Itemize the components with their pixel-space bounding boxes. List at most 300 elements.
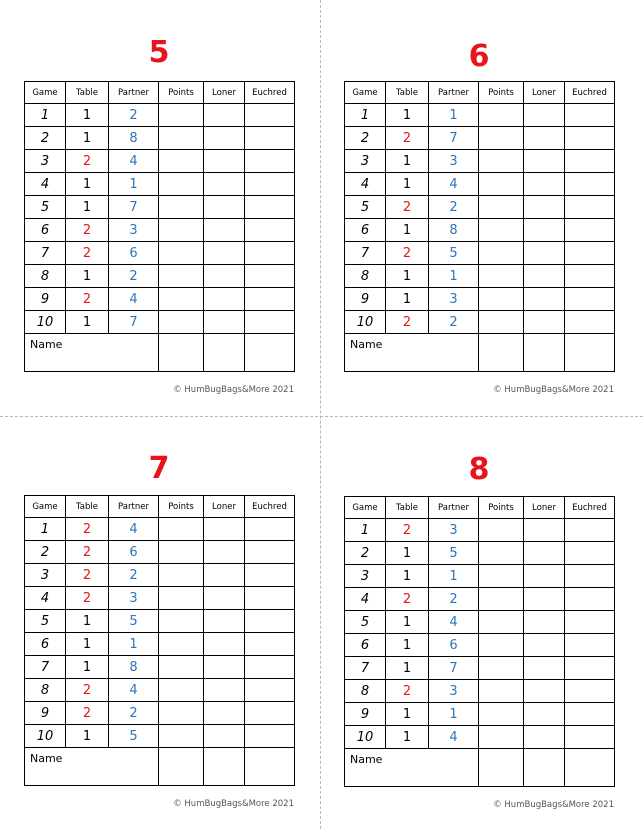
name-points-cell[interactable] <box>159 334 204 372</box>
table-cell: 2 <box>66 679 109 702</box>
name-row <box>25 334 295 372</box>
partner-cell: 1 <box>429 565 479 588</box>
points-cell[interactable] <box>479 288 524 311</box>
euchred-cell[interactable] <box>245 265 295 288</box>
points-cell[interactable] <box>159 311 204 334</box>
points-cell[interactable] <box>159 541 204 564</box>
table-cell: 1 <box>66 127 109 150</box>
header-game: Game <box>345 82 386 104</box>
partner-cell: 5 <box>109 610 159 633</box>
euchred-cell[interactable] <box>565 127 615 150</box>
table-cell: 1 <box>386 288 429 311</box>
loner-cell[interactable] <box>204 633 245 656</box>
table-row <box>25 127 295 150</box>
table-cell: 1 <box>66 265 109 288</box>
loner-cell[interactable] <box>204 311 245 334</box>
game-cell: 10 <box>25 311 66 334</box>
points-cell[interactable] <box>479 657 524 680</box>
header-euchred: Euchred <box>565 497 615 519</box>
copyright-text: © HumBugBags&More 2021 <box>173 385 294 395</box>
game-cell: 4 <box>25 173 66 196</box>
loner-cell[interactable] <box>524 703 565 726</box>
loner-cell[interactable] <box>524 242 565 265</box>
euchred-cell[interactable] <box>245 679 295 702</box>
euchred-cell[interactable] <box>565 565 615 588</box>
loner-cell[interactable] <box>204 288 245 311</box>
loner-cell[interactable] <box>204 587 245 610</box>
table-row <box>345 634 615 657</box>
points-cell[interactable] <box>159 242 204 265</box>
name-points-cell[interactable] <box>479 334 524 372</box>
euchred-cell[interactable] <box>565 634 615 657</box>
partner-cell: 3 <box>109 219 159 242</box>
table-row <box>25 219 295 242</box>
game-cell: 8 <box>25 265 66 288</box>
game-cell: 2 <box>345 542 386 565</box>
table-row <box>345 542 615 565</box>
euchred-cell[interactable] <box>565 150 615 173</box>
euchred-cell[interactable] <box>565 196 615 219</box>
name-loner-cell[interactable] <box>524 334 565 372</box>
header-points: Points <box>479 82 524 104</box>
loner-cell[interactable] <box>524 542 565 565</box>
table-cell: 1 <box>386 565 429 588</box>
euchred-cell[interactable] <box>245 725 295 748</box>
points-cell[interactable] <box>479 196 524 219</box>
partner-cell: 1 <box>109 173 159 196</box>
loner-cell[interactable] <box>204 104 245 127</box>
game-cell: 7 <box>345 242 386 265</box>
table-cell: 2 <box>66 150 109 173</box>
points-cell[interactable] <box>479 519 524 542</box>
loner-cell[interactable] <box>524 726 565 749</box>
table-row <box>25 265 295 288</box>
name-label: Name <box>25 748 159 786</box>
card-number: 6 <box>468 39 490 74</box>
table-row <box>25 150 295 173</box>
table-cell: 2 <box>66 564 109 587</box>
points-cell[interactable] <box>479 588 524 611</box>
table-row <box>345 265 615 288</box>
copyright-text: © HumBugBags&More 2021 <box>493 800 614 810</box>
loner-cell[interactable] <box>524 634 565 657</box>
loner-cell[interactable] <box>524 611 565 634</box>
partner-cell: 4 <box>109 288 159 311</box>
euchred-cell[interactable] <box>245 518 295 541</box>
header-partner: Partner <box>109 82 159 104</box>
table-row <box>25 725 295 748</box>
vertical-cut-line <box>320 0 321 829</box>
table-row <box>25 196 295 219</box>
game-cell: 6 <box>25 219 66 242</box>
game-cell: 10 <box>25 725 66 748</box>
table-row <box>345 726 615 749</box>
name-loner-cell[interactable] <box>524 749 565 787</box>
partner-cell: 4 <box>109 679 159 702</box>
euchred-cell[interactable] <box>245 311 295 334</box>
euchred-cell[interactable] <box>565 219 615 242</box>
score-table <box>24 495 295 786</box>
name-euchred-cell[interactable] <box>245 748 295 786</box>
partner-cell: 6 <box>109 242 159 265</box>
header-table: Table <box>66 496 109 518</box>
points-cell[interactable] <box>159 587 204 610</box>
points-cell[interactable] <box>479 173 524 196</box>
partner-cell: 3 <box>429 519 479 542</box>
name-euchred-cell[interactable] <box>565 749 615 787</box>
points-cell[interactable] <box>159 150 204 173</box>
points-cell[interactable] <box>479 150 524 173</box>
loner-cell[interactable] <box>204 518 245 541</box>
euchred-cell[interactable] <box>245 633 295 656</box>
name-points-cell[interactable] <box>159 748 204 786</box>
score-card <box>344 39 614 402</box>
euchred-cell[interactable] <box>245 219 295 242</box>
table-cell: 2 <box>66 702 109 725</box>
header-points: Points <box>159 496 204 518</box>
loner-cell[interactable] <box>204 610 245 633</box>
points-cell[interactable] <box>159 127 204 150</box>
name-row <box>25 748 295 786</box>
euchred-cell[interactable] <box>245 656 295 679</box>
euchred-cell[interactable] <box>565 542 615 565</box>
table-row <box>345 173 615 196</box>
table-row <box>25 633 295 656</box>
name-label: Name <box>25 334 159 372</box>
game-cell: 9 <box>345 703 386 726</box>
game-cell: 9 <box>25 288 66 311</box>
table-cell: 1 <box>386 173 429 196</box>
header-game: Game <box>345 497 386 519</box>
name-euchred-cell[interactable] <box>245 334 295 372</box>
euchred-cell[interactable] <box>565 265 615 288</box>
euchred-cell[interactable] <box>565 588 615 611</box>
euchred-cell[interactable] <box>245 610 295 633</box>
loner-cell[interactable] <box>204 265 245 288</box>
euchred-cell[interactable] <box>565 726 615 749</box>
euchred-cell[interactable] <box>245 150 295 173</box>
partner-cell: 2 <box>109 265 159 288</box>
points-cell[interactable] <box>479 611 524 634</box>
header-partner: Partner <box>109 496 159 518</box>
game-cell: 3 <box>345 150 386 173</box>
table-row <box>25 610 295 633</box>
loner-cell[interactable] <box>204 541 245 564</box>
loner-cell[interactable] <box>204 679 245 702</box>
game-cell: 7 <box>345 657 386 680</box>
name-loner-cell[interactable] <box>204 748 245 786</box>
table-row <box>25 541 295 564</box>
partner-cell: 7 <box>429 657 479 680</box>
loner-cell[interactable] <box>524 104 565 127</box>
table-cell: 2 <box>66 541 109 564</box>
game-cell: 8 <box>345 265 386 288</box>
table-cell: 2 <box>386 196 429 219</box>
loner-cell[interactable] <box>524 519 565 542</box>
table-cell: 2 <box>386 588 429 611</box>
header-row <box>25 82 295 104</box>
game-cell: 5 <box>345 611 386 634</box>
copyright-text: © HumBugBags&More 2021 <box>173 799 294 809</box>
header-loner: Loner <box>204 82 245 104</box>
game-cell: 7 <box>25 242 66 265</box>
game-cell: 2 <box>25 127 66 150</box>
header-game: Game <box>25 82 66 104</box>
loner-cell[interactable] <box>524 565 565 588</box>
points-cell[interactable] <box>159 702 204 725</box>
table-row <box>345 311 615 334</box>
table-row <box>345 127 615 150</box>
euchred-cell[interactable] <box>245 127 295 150</box>
partner-cell: 2 <box>429 311 479 334</box>
table-row <box>345 104 615 127</box>
points-cell[interactable] <box>159 173 204 196</box>
loner-cell[interactable] <box>204 150 245 173</box>
card-number: 7 <box>148 451 170 486</box>
loner-cell[interactable] <box>204 656 245 679</box>
game-cell: 2 <box>345 127 386 150</box>
euchred-cell[interactable] <box>565 173 615 196</box>
table-row <box>25 242 295 265</box>
loner-cell[interactable] <box>524 150 565 173</box>
loner-cell[interactable] <box>524 657 565 680</box>
points-cell[interactable] <box>159 656 204 679</box>
table-row <box>345 519 615 542</box>
game-cell: 5 <box>345 196 386 219</box>
partner-cell: 3 <box>429 288 479 311</box>
partner-cell: 1 <box>109 633 159 656</box>
table-row <box>345 588 615 611</box>
loner-cell[interactable] <box>204 173 245 196</box>
score-table <box>24 81 295 372</box>
euchred-cell[interactable] <box>565 703 615 726</box>
euchred-cell[interactable] <box>245 702 295 725</box>
copyright-text: © HumBugBags&More 2021 <box>493 385 614 395</box>
name-label: Name <box>345 334 479 372</box>
euchred-cell[interactable] <box>565 288 615 311</box>
table-cell: 1 <box>66 633 109 656</box>
partner-cell: 1 <box>429 703 479 726</box>
name-euchred-cell[interactable] <box>565 334 615 372</box>
name-row <box>345 334 615 372</box>
game-cell: 2 <box>25 541 66 564</box>
points-cell[interactable] <box>159 679 204 702</box>
loner-cell[interactable] <box>524 173 565 196</box>
game-cell: 6 <box>345 634 386 657</box>
partner-cell: 2 <box>429 588 479 611</box>
euchred-cell[interactable] <box>245 288 295 311</box>
loner-cell[interactable] <box>524 127 565 150</box>
table-row <box>25 587 295 610</box>
table-cell: 2 <box>386 311 429 334</box>
points-cell[interactable] <box>159 725 204 748</box>
loner-cell[interactable] <box>204 196 245 219</box>
points-cell[interactable] <box>479 565 524 588</box>
table-row <box>25 173 295 196</box>
table-row <box>25 311 295 334</box>
game-cell: 3 <box>25 564 66 587</box>
header-row <box>25 496 295 518</box>
points-cell[interactable] <box>479 104 524 127</box>
loner-cell[interactable] <box>204 219 245 242</box>
header-euchred: Euchred <box>245 82 295 104</box>
points-cell[interactable] <box>479 680 524 703</box>
loner-cell[interactable] <box>524 196 565 219</box>
game-cell: 5 <box>25 610 66 633</box>
header-points: Points <box>479 497 524 519</box>
partner-cell: 7 <box>109 196 159 219</box>
table-row <box>25 564 295 587</box>
name-points-cell[interactable] <box>479 749 524 787</box>
partner-cell: 8 <box>109 127 159 150</box>
euchred-cell[interactable] <box>245 196 295 219</box>
loner-cell[interactable] <box>204 725 245 748</box>
points-cell[interactable] <box>159 265 204 288</box>
game-cell: 4 <box>345 173 386 196</box>
table-cell: 1 <box>386 265 429 288</box>
card-number: 5 <box>148 35 170 70</box>
points-cell[interactable] <box>159 219 204 242</box>
euchred-cell[interactable] <box>565 657 615 680</box>
partner-cell: 4 <box>429 611 479 634</box>
header-row <box>345 497 615 519</box>
euchred-cell[interactable] <box>565 104 615 127</box>
game-cell: 3 <box>345 565 386 588</box>
table-cell: 2 <box>386 242 429 265</box>
points-cell[interactable] <box>479 311 524 334</box>
game-cell: 5 <box>25 196 66 219</box>
partner-cell: 5 <box>429 242 479 265</box>
table-cell: 2 <box>386 519 429 542</box>
table-row <box>345 196 615 219</box>
euchred-cell[interactable] <box>565 311 615 334</box>
header-table: Table <box>66 82 109 104</box>
table-cell: 1 <box>66 104 109 127</box>
game-cell: 1 <box>345 519 386 542</box>
loner-cell[interactable] <box>524 588 565 611</box>
euchred-cell[interactable] <box>245 587 295 610</box>
partner-cell: 2 <box>109 564 159 587</box>
table-cell: 1 <box>386 104 429 127</box>
partner-cell: 1 <box>429 104 479 127</box>
table-row <box>345 703 615 726</box>
loner-cell[interactable] <box>204 242 245 265</box>
name-loner-cell[interactable] <box>204 334 245 372</box>
euchred-cell[interactable] <box>245 564 295 587</box>
header-table: Table <box>386 497 429 519</box>
partner-cell: 2 <box>109 702 159 725</box>
header-loner: Loner <box>524 497 565 519</box>
partner-cell: 2 <box>429 196 479 219</box>
table-row <box>345 611 615 634</box>
header-euchred: Euchred <box>245 496 295 518</box>
table-cell: 2 <box>66 518 109 541</box>
points-cell[interactable] <box>159 288 204 311</box>
name-label: Name <box>345 749 479 787</box>
table-cell: 1 <box>66 725 109 748</box>
partner-cell: 3 <box>109 587 159 610</box>
points-cell[interactable] <box>479 703 524 726</box>
card-number: 8 <box>468 452 490 487</box>
game-cell: 7 <box>25 656 66 679</box>
euchred-cell[interactable] <box>245 541 295 564</box>
header-euchred: Euchred <box>565 82 615 104</box>
points-cell[interactable] <box>479 127 524 150</box>
partner-cell: 8 <box>109 656 159 679</box>
points-cell[interactable] <box>479 219 524 242</box>
table-cell: 1 <box>66 311 109 334</box>
table-cell: 2 <box>66 242 109 265</box>
euchred-cell[interactable] <box>245 242 295 265</box>
points-cell[interactable] <box>479 726 524 749</box>
points-cell[interactable] <box>159 518 204 541</box>
table-cell: 1 <box>386 726 429 749</box>
game-cell: 6 <box>25 633 66 656</box>
game-cell: 8 <box>25 679 66 702</box>
points-cell[interactable] <box>479 634 524 657</box>
points-cell[interactable] <box>159 196 204 219</box>
table-row <box>345 680 615 703</box>
euchred-cell[interactable] <box>565 519 615 542</box>
game-cell: 9 <box>345 288 386 311</box>
loner-cell[interactable] <box>524 219 565 242</box>
game-cell: 1 <box>25 104 66 127</box>
table-cell: 2 <box>386 127 429 150</box>
table-cell: 1 <box>386 657 429 680</box>
partner-cell: 7 <box>429 127 479 150</box>
table-cell: 1 <box>66 173 109 196</box>
points-cell[interactable] <box>479 265 524 288</box>
partner-cell: 6 <box>109 541 159 564</box>
euchred-cell[interactable] <box>245 173 295 196</box>
euchred-cell[interactable] <box>565 611 615 634</box>
table-cell: 1 <box>386 219 429 242</box>
euchred-cell[interactable] <box>565 680 615 703</box>
euchred-cell[interactable] <box>245 104 295 127</box>
loner-cell[interactable] <box>204 702 245 725</box>
points-cell[interactable] <box>159 610 204 633</box>
score-table <box>344 81 615 372</box>
euchred-cell[interactable] <box>565 242 615 265</box>
loner-cell[interactable] <box>524 265 565 288</box>
partner-cell: 8 <box>429 219 479 242</box>
table-cell: 1 <box>66 656 109 679</box>
partner-cell: 4 <box>429 173 479 196</box>
header-row <box>345 82 615 104</box>
loner-cell[interactable] <box>204 127 245 150</box>
loner-cell[interactable] <box>524 680 565 703</box>
game-cell: 4 <box>25 587 66 610</box>
header-table: Table <box>386 82 429 104</box>
table-row <box>345 565 615 588</box>
table-row <box>25 702 295 725</box>
table-cell: 1 <box>386 542 429 565</box>
game-cell: 6 <box>345 219 386 242</box>
table-cell: 2 <box>66 219 109 242</box>
partner-cell: 1 <box>429 265 479 288</box>
loner-cell[interactable] <box>524 311 565 334</box>
table-row <box>25 518 295 541</box>
points-cell[interactable] <box>479 542 524 565</box>
table-row <box>345 242 615 265</box>
game-cell: 8 <box>345 680 386 703</box>
points-cell[interactable] <box>159 564 204 587</box>
points-cell[interactable] <box>159 104 204 127</box>
points-cell[interactable] <box>479 242 524 265</box>
loner-cell[interactable] <box>524 288 565 311</box>
loner-cell[interactable] <box>204 564 245 587</box>
points-cell[interactable] <box>159 633 204 656</box>
